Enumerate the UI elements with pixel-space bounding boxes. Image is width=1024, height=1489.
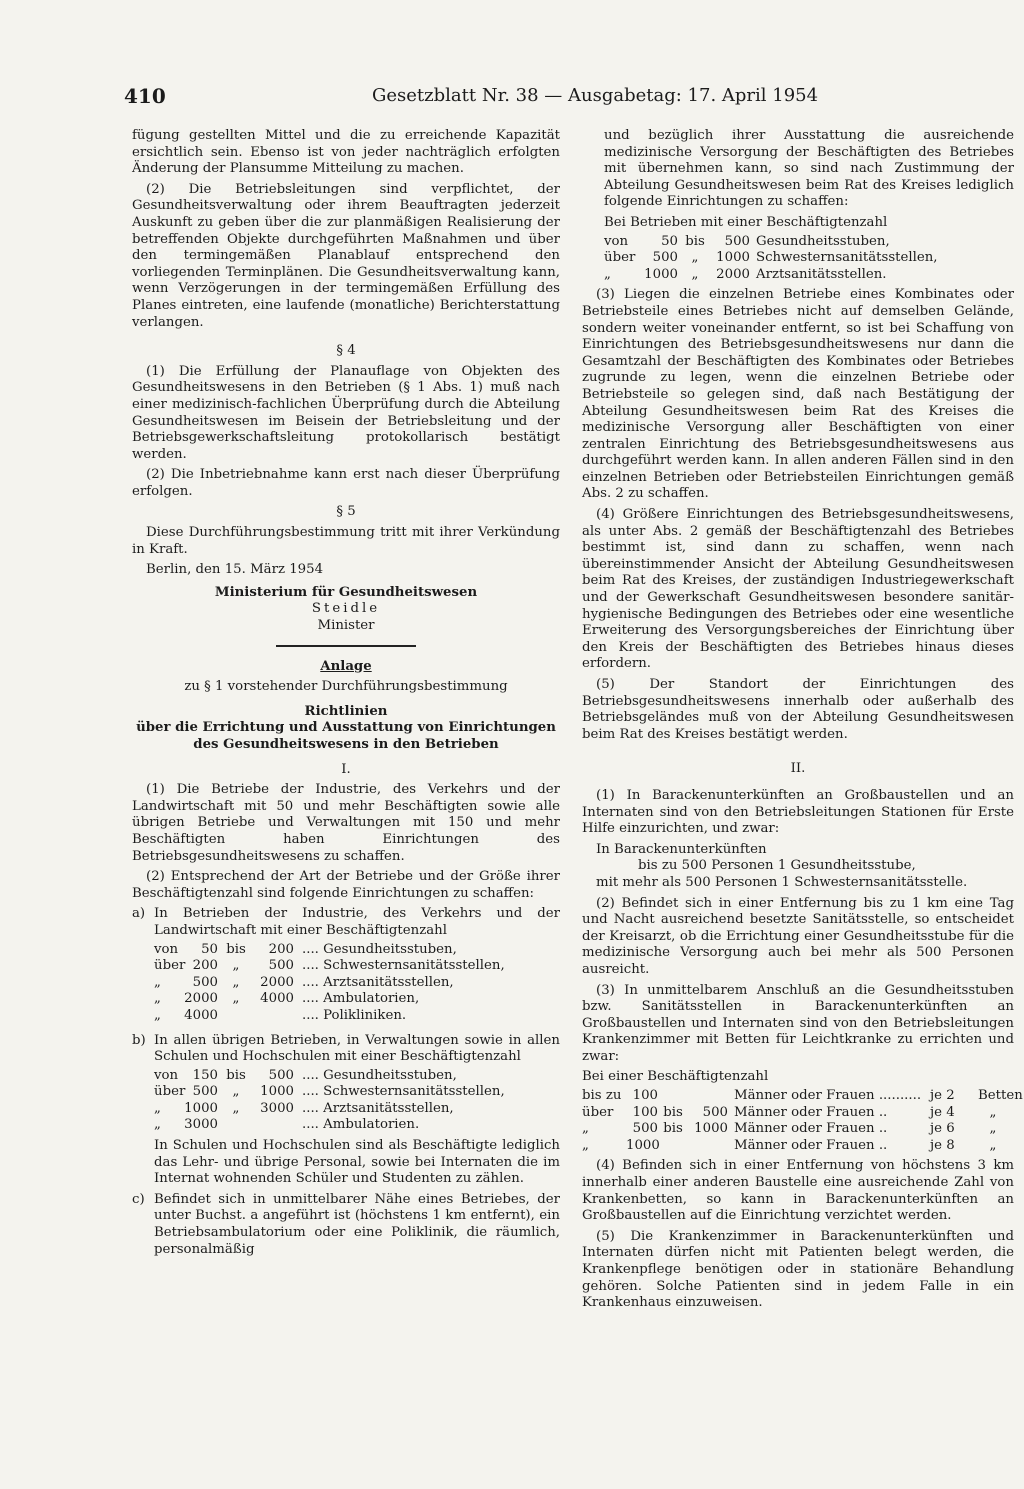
table-intro: In Barackenunterkünften xyxy=(596,841,767,857)
table-cell: Männer oder Frauen .. xyxy=(734,1137,888,1153)
table-cell: „ xyxy=(232,958,240,974)
table-cell: „ xyxy=(582,1121,589,1137)
table-cell: „ xyxy=(232,991,240,1007)
bed-table xyxy=(582,1088,1023,1154)
list-note: In Schulen und Hochschulen sind als Beschäftigte lediglich das Lehr- und übrige Personal, sowie bei Internaten die im Internat wohnenden Schüler und Studenten zu zählen. xyxy=(154,1138,560,1187)
table-cell: von xyxy=(154,941,179,957)
table-cell: bis xyxy=(226,941,246,957)
table-cell: 150 xyxy=(192,1067,218,1083)
annex-reference: zu § 1 vorstehender Durchführungsbestimmung xyxy=(184,679,508,695)
paragraph: (1) Die Erfüllung der Planauflage von Objekten des Gesundheitswesens in den Betrieben (§ 1 Abs. 1) muß nach einer medizinisch-fachlichen Überprüfung durch die Abteilung Gesundheitswesen im Beisein der Betriebsleitung und der Betriebsgewerkschaftsleitung protokollarisch bestätigt werden. xyxy=(132,363,560,462)
list-text: In allen übrigen Betrieben, in Verwaltungen sowie in allen Schulen und Hochschulen mit einer Beschäftigtenzahl xyxy=(154,1032,560,1065)
roman-heading: I. xyxy=(341,761,351,777)
roman-heading: II. xyxy=(790,761,806,777)
table-cell: je 4 xyxy=(930,1104,955,1120)
table-cell: 200 xyxy=(192,958,218,974)
paragraph: (4) Größere Einrichtungen des Betriebsgesundheitswesens, als unter Abs. 2 gemäß der Beschäftigtenzahl des Betriebes bestimmt ist, sind dann zu schaffen, wenn nach übereinstimmender Ansicht der Abteilung Gesundheitswesen beim Rat des Kreises, der zuständigen Industriegewerkschaft und der Gewerkschaft Gesundheitswesen besondere sanitär-hygienische Bedingungen des Betriebes oder eine wesentliche Erweiterung des Versorgungsbereiches der Einrichtung über den Kreis der Beschäftigten des Betriebes hinaus dieses erfordern. xyxy=(582,507,1014,672)
list-text: Befindet sich in unmittelbarer Nähe eines Betriebes, der unter Buchst. a angeführt ist (höchstens 1 km entfernt), ein Betriebsambulatorium oder eine Poliklinik, die räumlich, personalmäßig xyxy=(154,1191,560,1257)
table-intro: Bei einer Beschäftigtenzahl xyxy=(582,1069,769,1085)
table-cell: .... Arztsanitätsstellen, xyxy=(302,974,454,990)
paragraph: und bezüglich ihrer Ausstattung die ausreichende medizinische Versorgung der Beschäftigten des Betriebes mit übernehmen kann, so sind nach Zustimmung der Abteilung Gesundheitswesen beim Rat des Kreises lediglich folgende Einrichtungen zu schaffen: xyxy=(604,128,1014,210)
table-cell: .... Ambulatorien. xyxy=(302,1117,420,1133)
section-heading: § 4 xyxy=(336,343,356,359)
table-cell: „ xyxy=(154,991,161,1007)
table-cell: 1000 xyxy=(644,266,678,282)
table-cell: „ xyxy=(691,250,699,266)
table-cell: 1000 xyxy=(260,1084,294,1100)
table-cell: Männer oder Frauen .......... xyxy=(734,1088,922,1104)
table-cell: über xyxy=(582,1104,614,1120)
paragraph: (2) Die Betriebsleitungen sind verpflichtet, der Gesundheitsverwaltung oder ihrem Beauftragten jederzeit Auskunft zu geben über die zur planmäßigen Realisierung der betreffenden Objekte durchgeführten Maßnahmen und über den termingemäßen Planablauf entsprechend den vorliegenden Terminplänen. Die Gesundheitsverwaltung kann, wenn Verzögerungen in der termingemäßen Erfüllung des Planes eintreten, eine laufende (monatliche) Berichterstattung verlangen. xyxy=(132,181,560,330)
table-cell: 4000 xyxy=(260,991,294,1007)
table-cell xyxy=(658,1138,688,1155)
paragraph: Diese Durchführungsbestimmung tritt mit ihrer Verkündung in Kraft. xyxy=(132,525,560,557)
table-cell: .... Gesundheitsstuben, xyxy=(302,941,457,957)
section-heading: § 5 xyxy=(336,504,356,520)
paragraph: (1) In Barackenunterkünften an Großbaustellen und an Internaten sind von den Betriebsleitungen Stationen für Erste Hilfe einzurichten, und zwar: xyxy=(582,787,1014,837)
header-title: Gesetzblatt Nr. 38 — Ausgabetag: 17. April 1954 xyxy=(372,85,819,106)
table-cell: .... Schwesternsanitätsstellen, xyxy=(302,958,505,974)
table-cell: 1000 xyxy=(626,1137,660,1153)
table-cell: „ xyxy=(154,1117,161,1133)
table-cell: .... Polikliniken. xyxy=(302,1007,407,1023)
list-text: In Betrieben der Industrie, des Verkehrs und der Landwirtschaft mit einer Beschäftigtenzahl xyxy=(154,906,560,938)
paragraph: (5) Der Standort der Einrichtungen des Betriebsgesundheitswesens innerhalb oder außerhalb des Betriebsgeländes muß von der Abteilung Gesundheitswesen beim Rat des Kreises bestätigt werden. xyxy=(582,677,1014,742)
table-cell xyxy=(218,1117,254,1134)
table-cell: „ xyxy=(989,1137,997,1153)
table-cell: 500 xyxy=(702,1104,728,1120)
table-row xyxy=(154,975,560,992)
table-cell: 500 xyxy=(652,250,678,266)
table-cell: bis xyxy=(685,233,705,249)
table-cell xyxy=(688,1088,728,1105)
table-cell: Gesundheitsstuben, xyxy=(756,233,890,249)
table-cell: „ xyxy=(989,1104,997,1120)
table-row xyxy=(582,1138,1014,1155)
table-row xyxy=(154,1117,560,1134)
paragraph: (1) Die Betriebe der Industrie, des Verkehrs und der Landwirtschaft mit 50 und mehr Beschäftigten sowie alle übrigen Betriebe und Verwaltungen mit 150 und mehr Beschäftigten haben Einrichtungen des Betriebsgesundheitswesens zu schaffen. xyxy=(132,782,560,864)
table-cell: „ xyxy=(582,1137,589,1153)
left-column xyxy=(132,128,560,1258)
table-cell xyxy=(658,1088,688,1105)
list-label: b) xyxy=(132,1032,146,1048)
page-number: 410 xyxy=(124,84,166,108)
table-cell: 4000 xyxy=(184,1007,218,1023)
table-cell: 50 xyxy=(201,941,218,957)
list-label: a) xyxy=(132,906,146,922)
table-row xyxy=(154,1101,560,1118)
signer-name: Steidle xyxy=(311,601,381,617)
table-cell: .... Arztsanitätsstellen, xyxy=(302,1100,454,1116)
divider xyxy=(276,645,416,647)
table-cell: 1000 xyxy=(694,1121,728,1137)
paragraph: (3) In unmittelbarem Anschluß an die Gesundheitsstuben bzw. Sanitätsstellen in Barackenunterkünften an Großbaustellen und Internaten sind von den Betriebsleitungen Krankenzimmer mit Betten für Leichtkranke zu errichten und zwar: xyxy=(582,982,1014,1064)
table-row xyxy=(154,991,560,1008)
table-row xyxy=(154,942,560,959)
table-cell: 50 xyxy=(661,233,678,249)
ministry-name: Ministerium für Gesundheitswesen xyxy=(214,584,478,600)
right-column xyxy=(582,128,1023,1316)
paragraph: (2) Die Inbetriebnahme kann erst nach dieser Überprüfung erfolgen. xyxy=(132,467,560,499)
guidelines-subtitle: über die Errichtung und Ausstattung von Einrichtungen des Gesundheitswesens in den Betrieben xyxy=(136,720,556,752)
table-cell: 3000 xyxy=(184,1117,218,1133)
guidelines-title: Richtlinien xyxy=(304,703,388,719)
table-cell xyxy=(218,1008,254,1025)
table-cell: über xyxy=(154,1084,186,1100)
staff-table-c xyxy=(582,234,1014,284)
list-label: c) xyxy=(132,1191,145,1207)
table-row xyxy=(154,1008,560,1025)
annex-title: Anlage xyxy=(320,658,372,674)
table-cell: 1000 xyxy=(716,250,750,266)
table-row xyxy=(154,1068,560,1085)
staff-table-a xyxy=(154,942,560,1025)
table-cell: 500 xyxy=(632,1121,658,1137)
table-cell: über xyxy=(604,250,636,266)
table-cell: bis xyxy=(226,1067,246,1083)
list-item-c xyxy=(132,1192,560,1258)
table-cell: Männer oder Frauen .. xyxy=(734,1104,888,1120)
table-row: mit mehr als 500 Personen 1 Schwesternsanitätsstelle. xyxy=(596,874,968,890)
table-cell: 500 xyxy=(268,1067,294,1083)
table-cell: 500 xyxy=(192,974,218,990)
table-cell: 500 xyxy=(724,233,750,249)
table-cell: „ xyxy=(232,974,240,990)
table-cell: 2000 xyxy=(716,266,750,282)
signer-title: Minister xyxy=(317,618,375,634)
table-cell: „ xyxy=(989,1121,997,1137)
list-item-a xyxy=(132,906,560,1028)
table-intro: Bei Betrieben mit einer Beschäftigtenzahl xyxy=(604,214,888,230)
table-cell: 100 xyxy=(632,1088,658,1104)
table-cell: „ xyxy=(604,266,611,282)
table-row xyxy=(582,1105,1014,1122)
table-cell: 2000 xyxy=(260,974,294,990)
table-cell: 200 xyxy=(268,941,294,957)
table-row xyxy=(582,1121,1014,1138)
table-cell: von xyxy=(154,1067,179,1083)
table-row xyxy=(154,1084,560,1101)
table-cell: .... Schwesternsanitätsstellen, xyxy=(302,1084,505,1100)
paragraph: (4) Befinden sich in einer Entfernung von höchstens 3 km innerhalb einer anderen Baustelle eine ausreichende Zahl von Krankenbetten, so kann in Barackenunterkünften an Großbaustellen auf die Einrichtung verzichtet werden. xyxy=(582,1158,1014,1224)
table-cell: bis xyxy=(663,1104,683,1120)
table-row xyxy=(604,234,1014,251)
table-cell: 3000 xyxy=(260,1100,294,1116)
table-cell xyxy=(254,1008,294,1025)
table-cell: „ xyxy=(154,974,161,990)
table-cell: bis xyxy=(663,1121,683,1137)
list-item-b xyxy=(132,1033,560,1188)
paragraph: fügung gestellten Mittel und die zu erreichende Kapazität ersichtlich sein. Ebenso ist von jeder nachträglich erfolgten Änderung der Plansumme Mitteilung zu machen. xyxy=(132,128,560,177)
table-cell: Arztsanitätsstellen. xyxy=(756,266,887,282)
table-cell: von xyxy=(604,233,629,249)
paragraph: (2) Befindet sich in einer Entfernung bis zu 1 km eine Tag und Nacht ausreichend besetzte Sanitätsstelle, so entscheidet der Kreisarzt, ob die Errichtung einer Gesundheitsstube für die medizinische Versorgung auch bei mehr als 500 Personen ausreicht. xyxy=(582,895,1014,977)
table-cell: bis zu xyxy=(582,1088,622,1104)
table-cell: 500 xyxy=(192,1084,218,1100)
date-line: Berlin, den 15. März 1954 xyxy=(146,562,324,578)
paragraph: (2) Entsprechend der Art der Betriebe und der Größe ihrer Beschäftigtenzahl sind folgende Einrichtungen zu schaffen: xyxy=(132,869,560,901)
table-row xyxy=(604,267,1014,284)
table-cell: Männer oder Frauen .. xyxy=(734,1121,888,1137)
table-cell: über xyxy=(154,958,186,974)
table-cell: 2000 xyxy=(184,991,218,1007)
table-row: bis zu 500 Personen 1 Gesundheitsstube, xyxy=(638,858,916,874)
table-cell: 500 xyxy=(268,958,294,974)
table-row xyxy=(604,250,1014,267)
paragraph: (5) Die Krankenzimmer in Barackenunterkünften und Internaten dürfen nicht mit Patienten belegt werden, die Krankenpflege benötigen oder in stationäre Behandlung gehören. Solche Patienten sind in jedem Falle in ein Krankenhaus einzuweisen. xyxy=(582,1228,1014,1311)
page-header xyxy=(124,84,1024,114)
table-cell: je 2 xyxy=(930,1088,955,1104)
paragraph: (3) Liegen die einzelnen Betriebe eines Kombinates oder Betriebsteile eines Betriebes nicht auf demselben Gelände, sondern weiter voneinander entfernt, so ist bei Schaffung von Einrichtungen des Betriebsgesundheitswesens nur dann die Gesamtzahl der Beschäftigten des Kombinates oder Betriebes zugrunde zu legen, wenn die einzelnen Betriebe oder Betriebsteile so gelegen sind, daß nach Bestätigung der Abteilung Gesundheitswesen beim Rat des Kreises die medizinische Versorgung aller Beschäftigten von einer zentralen Einrichtung des Betriebsgesundheitswesens aus durchgeführt werden kann. In allen anderen Fällen sind in den einzelnen Betrieben oder Betriebsteilen Einrichtungen gemäß Abs. 2 zu schaffen. xyxy=(582,287,1014,502)
table-cell: je 6 xyxy=(930,1121,955,1137)
table-cell: Schwesternsanitätsstellen, xyxy=(756,250,938,266)
table-cell: 1000 xyxy=(184,1100,218,1116)
table-cell: 100 xyxy=(632,1104,658,1120)
table-cell: „ xyxy=(154,1007,161,1023)
table-cell: Betten xyxy=(978,1088,1023,1104)
table-cell: „ xyxy=(232,1084,240,1100)
table-cell: „ xyxy=(691,266,699,282)
table-cell xyxy=(254,1117,294,1134)
table-cell: „ xyxy=(154,1100,161,1116)
table-cell: .... Gesundheitsstuben, xyxy=(302,1067,457,1083)
table-row xyxy=(582,1088,1023,1105)
table-cell: „ xyxy=(232,1100,240,1116)
table-row xyxy=(154,958,560,975)
staff-table-b xyxy=(154,1068,560,1134)
table-cell: .... Ambulatorien, xyxy=(302,991,420,1007)
table-cell xyxy=(688,1138,728,1155)
table-cell: je 8 xyxy=(930,1137,955,1153)
